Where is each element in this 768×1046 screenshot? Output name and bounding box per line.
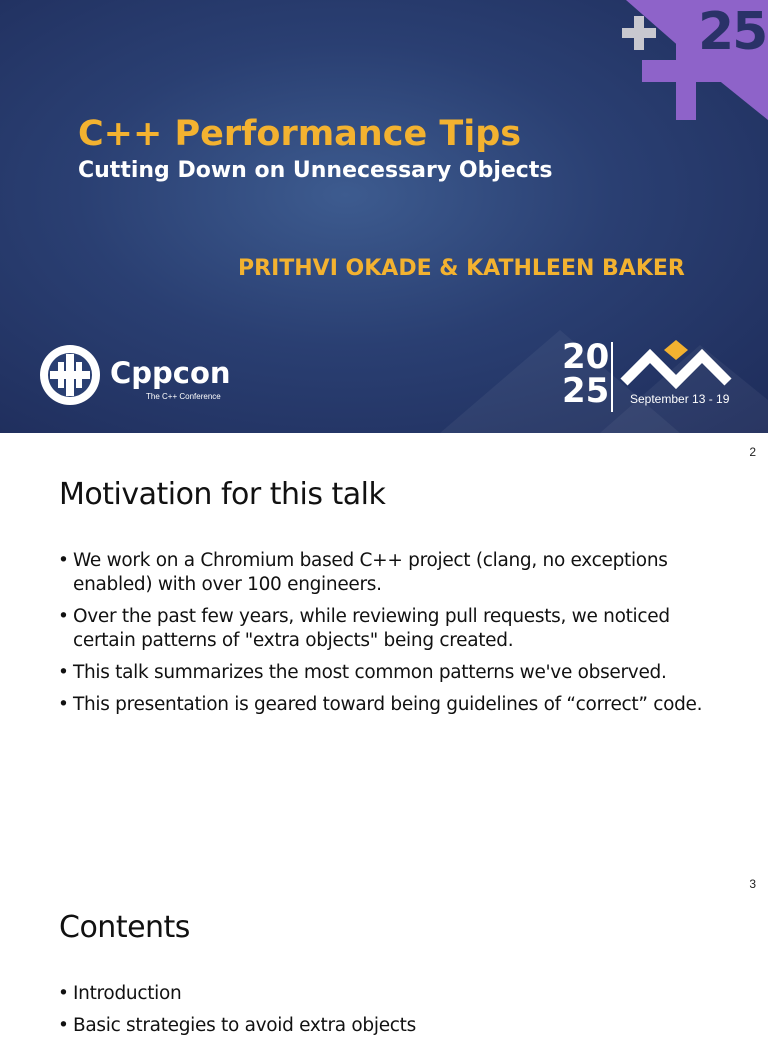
list-item: • Introduction — [58, 982, 718, 1006]
bullet-list — [58, 982, 718, 1046]
title-slide — [0, 0, 768, 433]
year-block — [562, 337, 610, 411]
slide-heading: Contents — [59, 910, 190, 945]
conference-dates: September 13 - 19 — [630, 392, 730, 406]
slide-number: 2 — [749, 445, 756, 459]
speaker-names: PRITHVI OKADE & KATHLEEN BAKER — [238, 256, 685, 281]
list-item: • Over the past few years, while reviewing pull requests, we noticed certain patterns of "extra objects" being created. — [58, 605, 718, 653]
list-item: • This presentation is geared toward being guidelines of “correct” code. — [58, 693, 718, 717]
talk-subtitle: Cutting Down on Unnecessary Objects — [78, 158, 553, 183]
cppcon-wordmark: Cppcon — [110, 356, 231, 390]
cppcon-logo-icon — [38, 340, 102, 410]
slide-motivation — [0, 433, 768, 867]
plus-icon — [622, 16, 656, 50]
bullet-list — [58, 549, 718, 725]
slide-contents — [0, 867, 768, 1036]
talk-title: C++ Performance Tips — [78, 114, 522, 154]
mountain-logo-icon — [620, 338, 732, 388]
year-divider — [611, 342, 613, 412]
badge-number: 25 — [698, 2, 767, 62]
cppcon-tagline: The C++ Conference — [146, 392, 221, 401]
list-item: • This talk summarizes the most common patterns we've observed. — [58, 661, 718, 685]
slide-heading: Motivation for this talk — [59, 477, 386, 512]
list-item: • We work on a Chromium based C++ project (clang, no exceptions enabled) with over 100 engineers. — [58, 549, 718, 597]
year-top: 20 — [562, 337, 610, 377]
slide-number: 3 — [749, 877, 756, 891]
list-item: • Basic strategies to avoid extra objects — [58, 1014, 718, 1038]
year-bottom: 25 — [562, 371, 610, 411]
